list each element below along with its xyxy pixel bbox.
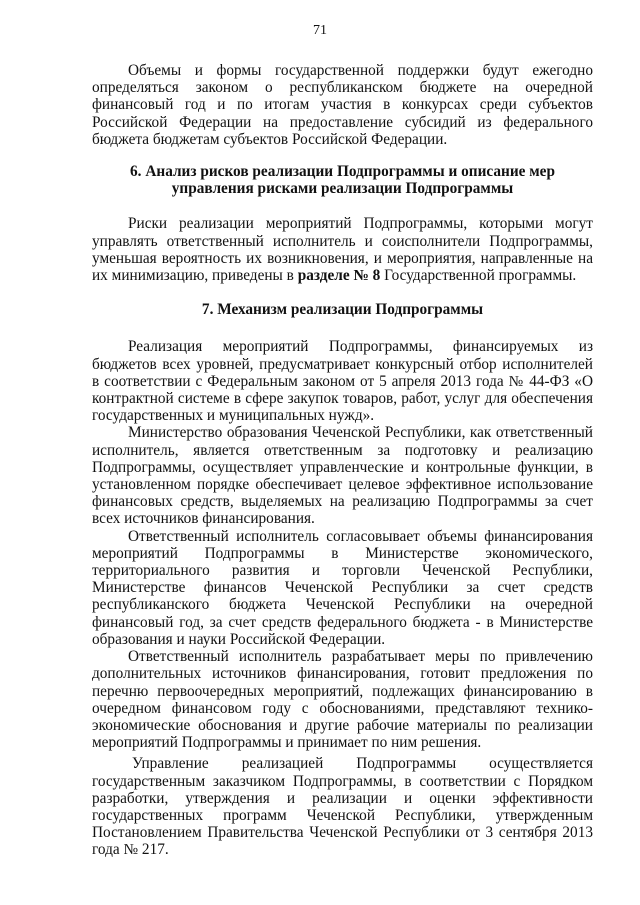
section-7-heading: 7. Механизм реализации Подпрограммы <box>201 301 484 319</box>
section-6-heading-line-2: управления рисками реализации Подпрограммы <box>171 180 514 198</box>
section-6-heading <box>92 163 593 197</box>
page-number: 71 <box>313 23 327 38</box>
section-7-paragraph-3: Ответственный исполнитель согласовывает объемы финансирования мероприятий Подпрограммы в Министерстве экономического, территориального развития и торговли Чеченской Республики, Министерстве финансов Чеченской Республики за счет средств республиканского бюджета Чеченской Республики на очередной финансовый год, за счет средств федерального бюджета - в Министерстве образования и науки Российской Федерации. <box>92 527 593 648</box>
section-6-heading-line-1: 6. Анализ рисков реализации Подпрограммы и описание мер <box>130 163 555 181</box>
intro-paragraph: Объемы и формы государственной поддержки будут ежегодно определяться законом о республиканском бюджете на очередной финансовый год и по итогам участия в конкурсах среди субъектов Российской Федерации на предоставление субсидий из федерального бюджета бюджетам субъектов Российской Федерации. <box>92 62 593 148</box>
section-6-paragraph-end: Государственной программы. <box>380 267 577 285</box>
section-7-paragraph-1: Реализация мероприятий Подпрограммы, финансируемых из бюджетов всех уровней, предусматривает конкурсный отбор исполнителей в соответствии с Федеральным законом от 5 апреля 2013 года № 44-ФЗ «О контрактной системе в сфере закупок товаров, работ, услуг для обеспечения государственных и муниципальных нужд». <box>92 338 593 425</box>
section-7-paragraph-5: Управление реализацией Подпрограммы осуществляется государственным заказчиком Подпрограммы, в соответствии с Порядком разработки, утверждения и реализации и оценки эффективности государственных программ Чеченской Республики, утвержденным Постановлением Правительства Чеченской Республики от 3 сентября 2013 года № 217. <box>92 755 593 859</box>
section-6-paragraph-text: Риски реализации мероприятий Подпрограммы, которыми могут управлять ответственный исполнитель и соисполнители Подпрограммы, уменьшая вероятность их возникновения, и мероприятия, направленные на их минимизацию, приведены в <box>92 215 593 285</box>
section-7-paragraph-2: Министерство образования Чеченской Республики, как ответственный исполнитель, является ответственным за подготовку и реализацию Подпрограммы, осуществляет управленческие и контрольные функции, в установленном порядке обеспечивает целевое эффективное использование финансовых средств, выделяемых на реализацию Подпрограммы за счет всех источников финансирования. <box>92 424 593 528</box>
section-reference: разделе № 8 <box>297 267 381 285</box>
section-7-paragraph-4: Ответственный исполнитель разрабатывает меры по привлечению дополнительных источников финансирования, готовит предложения по перечню первоочередных мероприятий, подлежащих финансированию в очередном финансовом году с обоснованиями, представляют технико-экономические обоснования и другие рабочие материалы по реализации мероприятий Подпрограммы и принимает по ним решения. <box>92 648 593 752</box>
section-6-paragraph <box>92 215 593 284</box>
page-content <box>92 62 593 859</box>
